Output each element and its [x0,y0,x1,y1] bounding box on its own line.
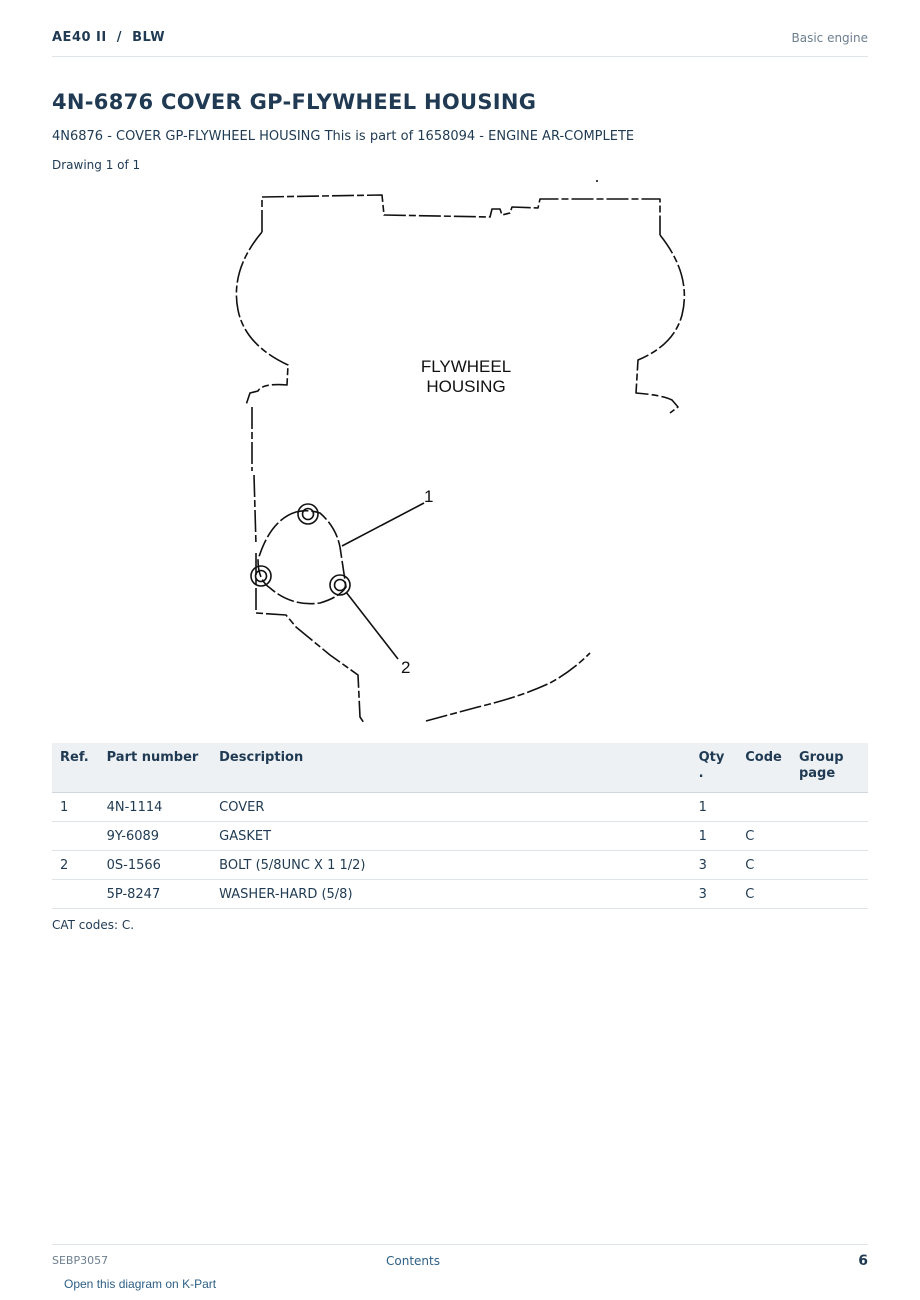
contents-link[interactable]: Contents [386,1254,440,1268]
table-header-row [52,743,868,793]
diagram-label-line2: HOUSING [426,377,506,396]
cell-code: C [737,851,791,880]
cell-code: C [737,822,791,851]
cell-ref [52,880,99,909]
cell-qty: 3 [691,851,738,880]
cell-group-page [791,822,868,851]
callout-2: 2 [401,658,411,677]
cell-ref: 1 [52,793,99,822]
drawing-count: Drawing 1 of 1 [52,158,141,172]
model-breadcrumb: AE40 II / BLW [52,30,166,45]
cat-codes-note: CAT codes: C. [52,918,135,932]
cell-description: BOLT (5/8UNC X 1 1/2) [211,851,690,880]
table-row [52,851,868,880]
page-header [52,28,868,57]
cell-description: GASKET [211,822,690,851]
header-group-page: Group page [791,743,868,793]
cell-part-number: 9Y-6089 [99,822,212,851]
table-row [52,793,868,822]
cell-group-page [791,851,868,880]
cell-part-number: 4N-1114 [99,793,212,822]
header-part-number: Part number [99,743,212,793]
cell-qty: 1 [691,822,738,851]
cell-group-page [791,880,868,909]
cell-ref [52,822,99,851]
cell-ref: 2 [52,851,99,880]
section-name: Basic engine [791,31,868,45]
header-ref: Ref. [52,743,99,793]
cell-description: COVER [211,793,690,822]
diagram-label-line1: FLYWHEEL [420,357,512,376]
table-row [52,822,868,851]
parts-table [52,743,868,909]
table-row [52,880,868,909]
cell-code: C [737,880,791,909]
cell-qty: 3 [691,880,738,909]
cell-qty: 1 [691,793,738,822]
page-number: 6 [858,1253,868,1269]
callout-1: 1 [424,487,434,506]
part-subtitle: 4N6876 - COVER GP-FLYWHEEL HOUSING This is part of 1658094 - ENGINE AR-COMPLETE [52,129,635,144]
cell-part-number: 0S-1566 [99,851,212,880]
cell-group-page [791,793,868,822]
header-description: Description [211,743,690,793]
cell-part-number: 5P-8247 [99,880,212,909]
flywheel-housing-diagram [200,175,720,735]
header-qty: Qty . [691,743,738,793]
document-id: SEBP3057 [52,1254,109,1267]
cell-description: WASHER-HARD (5/8) [211,880,690,909]
header-code: Code [737,743,791,793]
open-kpart-link[interactable]: Open this diagram on K-Part [64,1277,217,1291]
page-title: 4N-6876 COVER GP-FLYWHEEL HOUSING [52,90,537,114]
page-footer [52,1244,868,1275]
cell-code [737,793,791,822]
